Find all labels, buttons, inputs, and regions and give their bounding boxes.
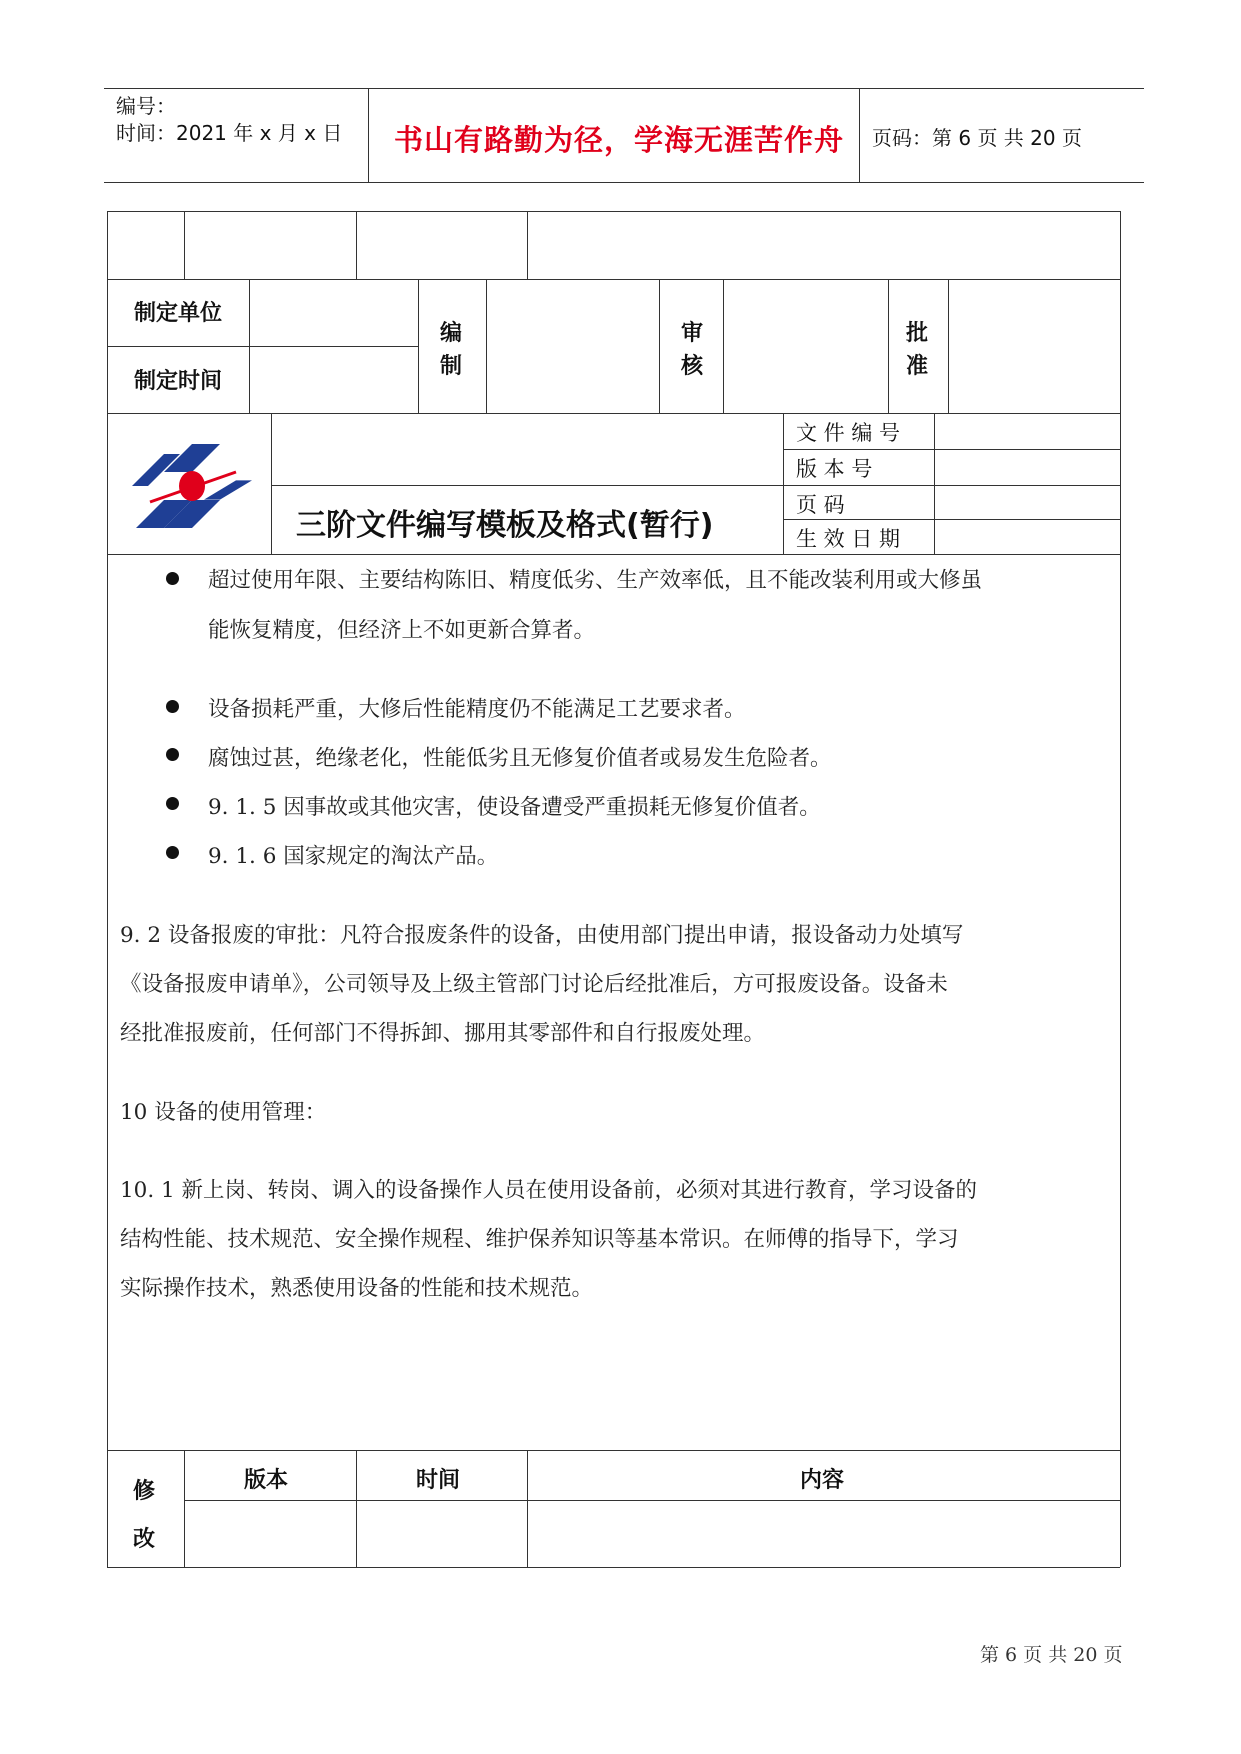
header-number-label: 编号： bbox=[116, 94, 176, 118]
company-logo bbox=[128, 440, 256, 532]
bullet-icon bbox=[166, 748, 179, 761]
header-motto: 书山有路勤为径，学海无涯苦作舟 bbox=[394, 123, 845, 157]
bullet-icon bbox=[166, 846, 179, 859]
revision-col-content: 内容 bbox=[800, 1468, 845, 1493]
time-label: 制定时间 bbox=[134, 369, 223, 394]
header-page-label: 页码：第 6 页 共 20 页 bbox=[872, 126, 1082, 150]
header-time-label: 时间：2021 年 x 月 x 日 bbox=[116, 121, 343, 145]
review-label-2: 核 bbox=[681, 354, 704, 379]
bullet-icon bbox=[166, 572, 179, 585]
revision-label-1: 修 bbox=[133, 1479, 156, 1504]
bullet-1-line-1: 超过使用年限、主要结构陈旧、精度低劣、生产效率低，且不能改装利用或大修虽 bbox=[208, 568, 983, 593]
para-9-2-line-2: 《设备报废申请单》，公司领导及上级主管部门讨论后经批准后，方可报废设备。设备未 bbox=[120, 972, 948, 997]
compile-label-2: 制 bbox=[440, 354, 463, 379]
approve-label-2: 准 bbox=[906, 354, 929, 379]
para-10-heading: 10 设备的使用管理： bbox=[120, 1100, 327, 1125]
para-10-1-line-3: 实际操作技术，熟悉使用设备的性能和技术规范。 bbox=[120, 1276, 594, 1301]
review-label-1: 审 bbox=[681, 321, 704, 346]
para-9-2-line-3: 经批准报废前，任何部门不得拆卸、挪用其零部件和自行报废处理。 bbox=[120, 1021, 766, 1046]
bullet-2: 设备损耗严重，大修后性能精度仍不能满足工艺要求者。 bbox=[208, 697, 746, 722]
bullet-icon bbox=[166, 700, 179, 713]
meta-version-label: 版 本 号 bbox=[796, 457, 873, 481]
para-9-2-line-1: 9. 2 设备报废的审批：凡符合报废条件的设备，由使用部门提出申请，报设备动力处填写 bbox=[120, 923, 964, 948]
approve-label-1: 批 bbox=[906, 321, 929, 346]
revision-label-2: 改 bbox=[133, 1527, 156, 1552]
bullet-icon bbox=[166, 797, 179, 810]
page-footer: 第 6 页 共 20 页 bbox=[980, 1644, 1123, 1666]
meta-doc-number-label: 文 件 编 号 bbox=[796, 421, 901, 445]
document-title: 三阶文件编写模板及格式(暂行) bbox=[296, 508, 714, 543]
bullet-1-line-2: 能恢复精度，但经济上不如更新合算者。 bbox=[208, 618, 596, 643]
para-10-1-line-1: 10. 1 新上岗、转岗、调入的设备操作人员在使用设备前，必须对其进行教育，学习设备的 bbox=[120, 1178, 978, 1203]
bullet-3: 腐蚀过甚，绝缘老化，性能低劣且无修复价值者或易发生危险者。 bbox=[208, 746, 832, 771]
unit-label: 制定单位 bbox=[134, 301, 223, 326]
revision-col-version: 版本 bbox=[244, 1468, 289, 1493]
para-10-1-line-2: 结构性能、技术规范、安全操作规程、维护保养知识等基本常识。在师傅的指导下，学习 bbox=[120, 1227, 959, 1252]
meta-page-label: 页 码 bbox=[796, 493, 845, 517]
bullet-5: 9. 1. 6 国家规定的淘汰产品。 bbox=[208, 844, 499, 869]
bullet-4: 9. 1. 5 因事故或其他灾害，使设备遭受严重损耗无修复价值者。 bbox=[208, 795, 821, 820]
compile-label-1: 编 bbox=[440, 321, 463, 346]
meta-effective-date-label: 生 效 日 期 bbox=[796, 527, 901, 551]
revision-col-time: 时间 bbox=[416, 1468, 461, 1493]
